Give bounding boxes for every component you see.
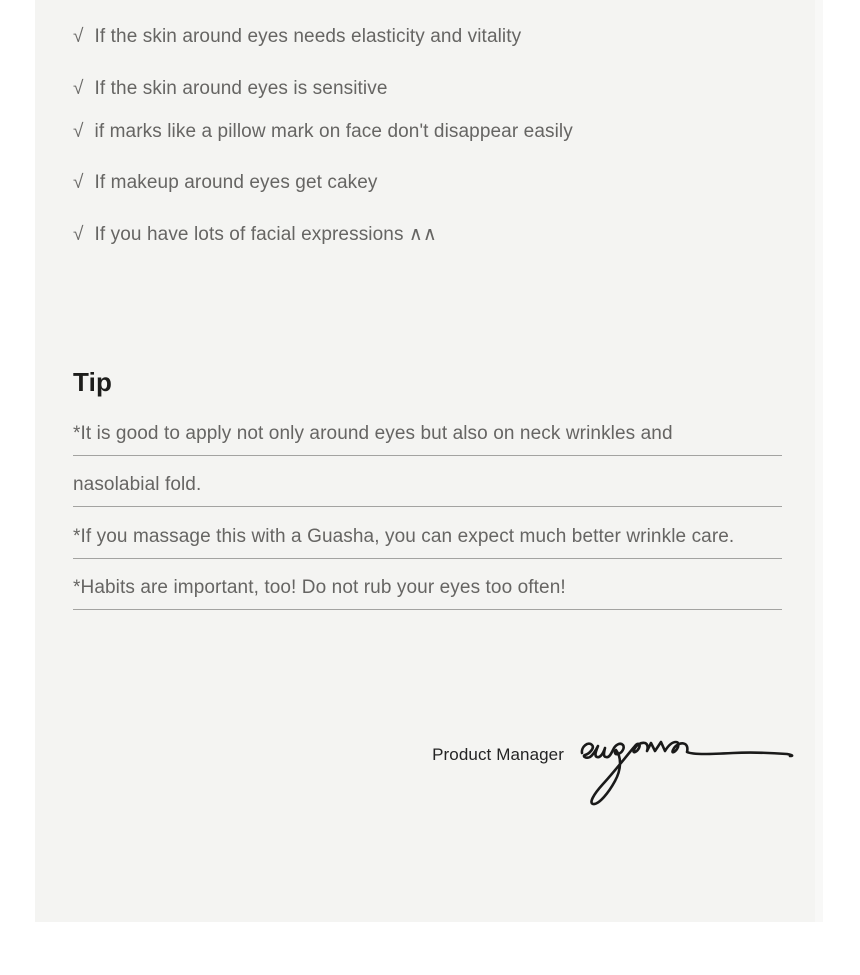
tip-line: *It is good to apply not only around eyes but also on neck wrinkles and [73,423,782,456]
check-icon: √ [73,224,84,245]
checklist-item [73,26,782,48]
scrollbar-track[interactable] [815,0,823,922]
check-icon: √ [73,172,84,193]
tip-heading: Tip [73,367,113,397]
signature-block [73,723,782,818]
checklist-item [73,172,782,194]
product-manager-label: Product Manager [432,745,564,764]
checklist [73,26,782,246]
check-icon: √ [73,121,84,142]
checklist-item-text: If you have lots of facial expressions ∧∧ [94,224,437,245]
checklist-item [73,121,782,143]
tip-line: *If you massage this with a Guasha, you can expect much better wrinkle care. [73,526,782,559]
check-icon: √ [73,78,84,99]
checklist-item-text: If the skin around eyes is sensitive [94,78,388,99]
tip-line: *Habits are important, too! Do not rub your eyes too often! [73,577,782,610]
checklist-item-text: If the skin around eyes needs elasticity and vitality [94,26,522,47]
check-icon: √ [73,26,84,47]
signature-eugene-handwriting [573,723,805,815]
checklist-item-text: If makeup around eyes get cakey [94,172,378,193]
checklist-item [73,78,782,100]
checklist-item [73,224,782,246]
tip-line: nasolabial fold. [73,474,782,507]
product-description-panel [35,0,823,922]
tip-list [73,423,782,610]
checklist-item-text: if marks like a pillow mark on face don't disappear easily [94,121,573,142]
